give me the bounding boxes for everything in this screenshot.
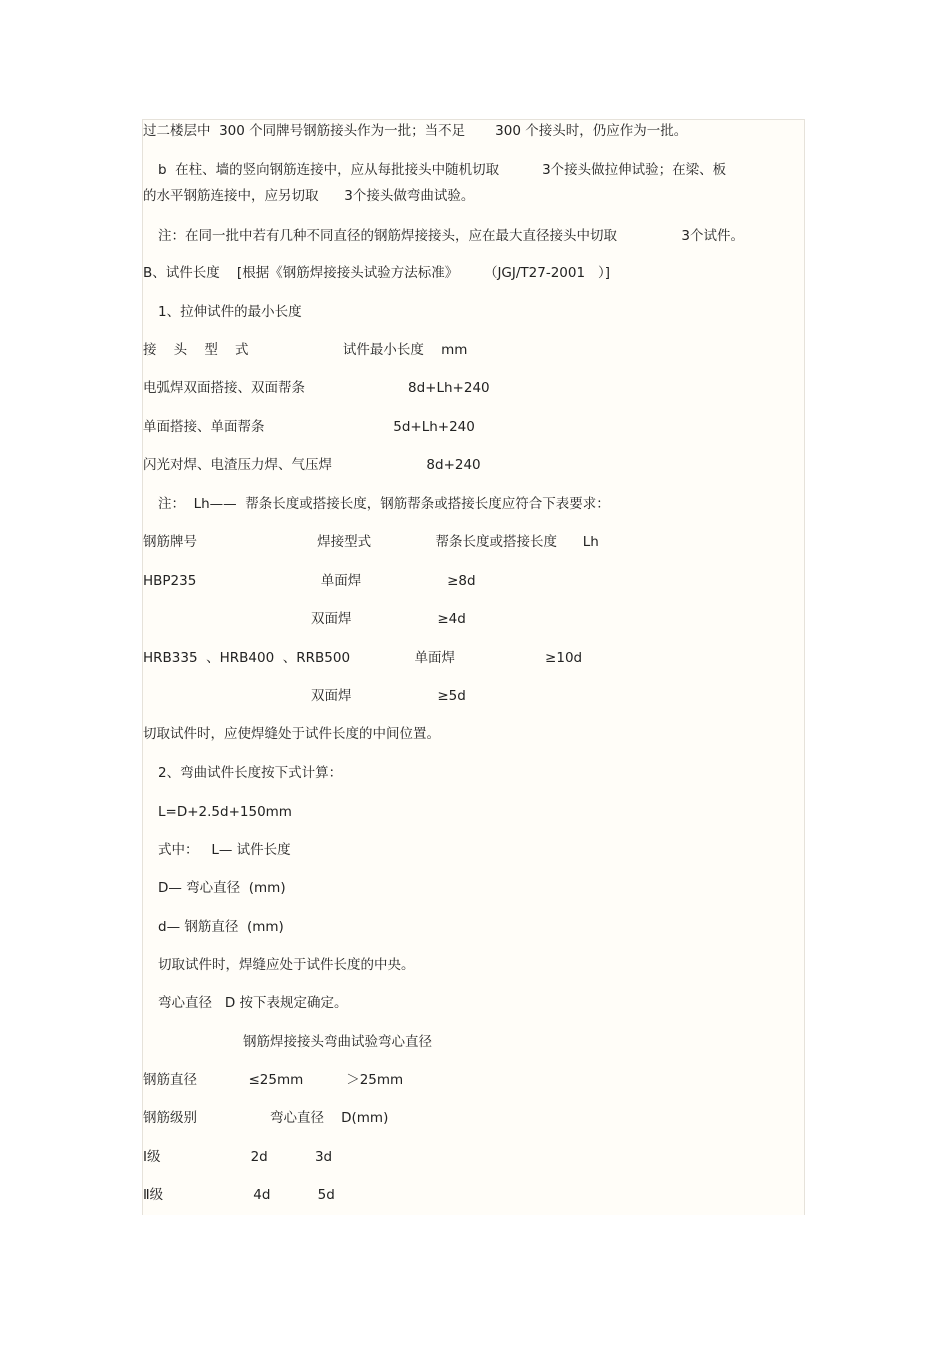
text-line: Ⅱ级 4d 5d (143, 1187, 335, 1203)
text-line: d— 钢筋直径 (mm) (158, 919, 284, 935)
document-panel (142, 119, 805, 1215)
text-line: 注：在同一批中若有几种不同直径的钢筋焊接接头，应在最大直径接头中切取 3个试件。 (158, 228, 744, 244)
text-line: 弯心直径 D 按下表规定确定。 (158, 995, 348, 1011)
text-line: 的水平钢筋连接中，应另切取 3个接头做弯曲试验。 (143, 188, 475, 204)
text-line: b 在柱、墙的竖向钢筋连接中，应从每批接头中随机切取 3个接头做拉伸试验；在梁、板 (158, 162, 727, 178)
text-line: 过二楼层中 300 个同牌号钢筋接头作为一批；当不足 300 个接头时，仍应作为一批。 (143, 123, 688, 139)
text-line: 单面搭接、单面帮条 5d+Lh+240 (143, 419, 475, 435)
text-line: 双面焊 ≥4d (311, 611, 466, 627)
text-line: 电弧焊双面搭接、双面帮条 8d+Lh+240 (143, 380, 490, 396)
text-line: 切取试件时，应使焊缝处于试件长度的中间位置。 (143, 726, 440, 742)
text-line: Ⅰ级 2d 3d (143, 1149, 333, 1165)
text-line: 闪光对焊、电渣压力焊、气压焊 8d+240 (143, 457, 481, 473)
text-line: 钢筋级别 弯心直径 D(mm) (143, 1110, 389, 1126)
text-line: 式中： L— 试件长度 (158, 842, 291, 858)
text-line: 1、拉伸试件的最小长度 (158, 304, 302, 320)
text-line: HBP235 单面焊 ≥8d (143, 573, 476, 589)
text-line: HRB335 、HRB400 、RRB500 单面焊 ≥10d (143, 650, 583, 666)
text-line: 钢筋牌号 焊接型式 帮条长度或搭接长度 Lh (143, 534, 599, 550)
text-line: D— 弯心直径 (mm) (158, 880, 286, 896)
text-line: 钢筋焊接接头弯曲试验弯心直径 (243, 1034, 432, 1050)
text-line: 切取试件时，焊缝应处于试件长度的中央。 (158, 957, 415, 973)
text-line: L=D+2.5d+150mm (158, 804, 292, 820)
text-line: 双面焊 ≥5d (311, 688, 466, 704)
text-line: 注： Lh—— 帮条长度或搭接长度，钢筋帮条或搭接长度应符合下表要求： (158, 496, 610, 512)
text-line: 接 头 型 式 试件最小长度 mm (143, 342, 468, 358)
text-line: 钢筋直径 ≤25mm ＞25mm (143, 1072, 404, 1088)
text-line: B、试件长度 [根据《钢筋焊接接头试验方法标准》 （JGJ/T27-2001 ）] (143, 265, 610, 281)
text-line: 2、弯曲试件长度按下式计算： (158, 765, 343, 781)
